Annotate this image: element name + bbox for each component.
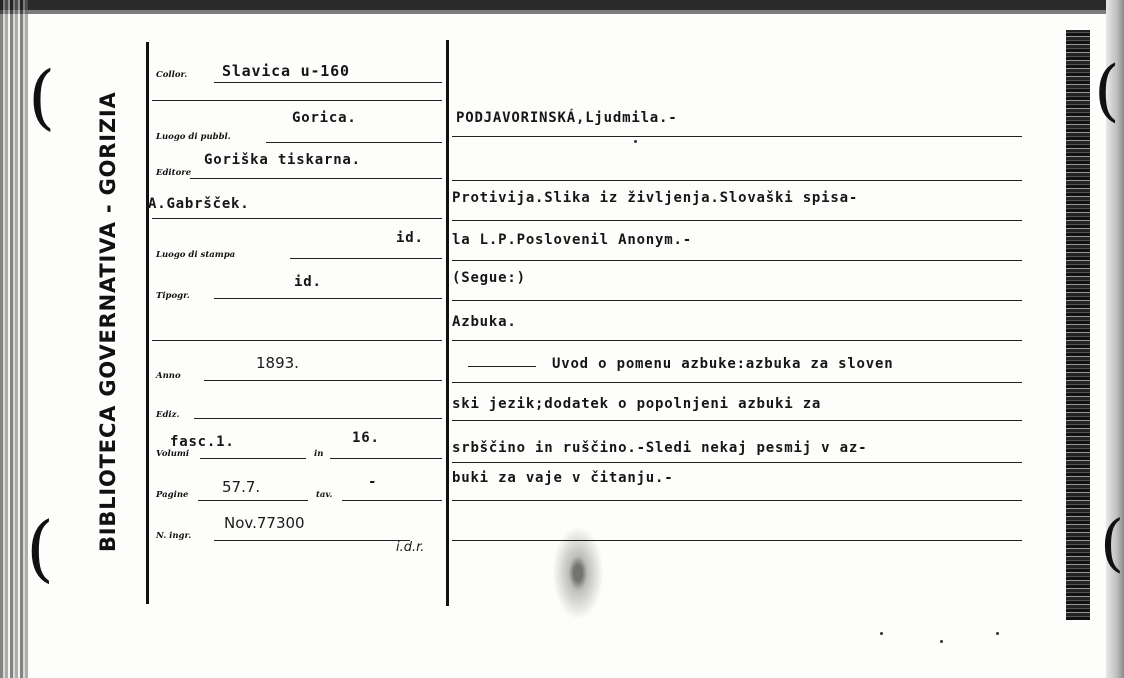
rule-right-6 (452, 340, 1022, 341)
speck (880, 632, 883, 635)
rule-left-n-ingresso (214, 540, 410, 541)
rule-left-tipografo (214, 298, 442, 299)
value-pagine: 57.7. (222, 478, 261, 496)
punch-hole-right-bottom: ( (1100, 506, 1124, 579)
label-pagine: Pagine (156, 490, 189, 500)
column-divider (446, 40, 449, 606)
description-line-7: ski jezik;dodatek o popolnjeni azbuki za (452, 396, 822, 412)
label-editore: Editore (156, 168, 192, 178)
value-n-ingresso: Nov.77300 (224, 514, 305, 532)
label-anno: Anno (156, 371, 181, 381)
punch-hole-right-top: ( (1094, 52, 1120, 129)
value-volumi: fasc.1. (170, 434, 235, 450)
rule-left-blank (152, 340, 442, 341)
value-collocazione: Slavica u-160 (222, 62, 350, 80)
rule-left-collocazione (214, 82, 442, 83)
rule-left-in (330, 458, 442, 459)
rule-right-7 (452, 382, 1022, 383)
rule-right-4 (452, 260, 1022, 261)
rule-right-8 (452, 420, 1022, 421)
rule-left-editore (190, 178, 442, 179)
value-anno: 1893. (256, 354, 299, 372)
rule-left-tavole (342, 500, 442, 501)
description-line-6: Uvod o pomenu azbuke:azbuka za sloven (552, 356, 894, 372)
speck (634, 140, 637, 143)
speck (940, 640, 943, 643)
speck (996, 632, 999, 635)
value-initials: i.d.r. (396, 540, 425, 555)
description-line-2: Protivija.Slika iz življenja.Slovaški spisa- (452, 190, 859, 206)
rule-right-1 (452, 136, 1022, 137)
label-volumi: Volumi (156, 449, 190, 459)
label-edizione: Ediz. (156, 410, 180, 420)
value-luogo-pubbl: Gorica. (292, 110, 357, 126)
description-line-9: buki za vaje v čitanju.- (452, 470, 674, 486)
punch-hole-left-bottom: ( (26, 506, 55, 590)
description-line-8: srbščino in ruščino.-Sledi nekaj pesmij v az- (452, 440, 868, 456)
value-editore: Goriška tiskarna. (204, 152, 361, 168)
value-tipografo: id. (294, 274, 322, 290)
rule-left-luogo-stampa (290, 258, 442, 259)
rule-right-5 (452, 300, 1022, 301)
value-editore-nome: A.Gabršček. (148, 196, 250, 212)
rule-left-edizione (194, 418, 442, 419)
value-tavole: - (368, 474, 378, 490)
value-luogo-stampa: id. (396, 230, 424, 246)
punch-hole-left-top: ( (28, 56, 56, 138)
description-line-1: PODJAVORINSKÁ,Ljudmila.- (456, 110, 678, 126)
rule-right-2 (452, 180, 1022, 181)
rule-right-9 (452, 462, 1022, 463)
description-line-5: Azbuka. (452, 314, 517, 330)
value-in: 16. (352, 430, 380, 446)
description-line-4: (Segue:) (452, 270, 526, 286)
label-tipografo: Tipogr. (156, 291, 190, 301)
scan-top-edge (0, 0, 1124, 22)
scan-left-edge (0, 0, 28, 678)
scan-right-stripe (1066, 30, 1090, 620)
rule-right-10 (452, 500, 1022, 501)
label-luogo-pubbl: Luogo di pubbl. (156, 132, 231, 142)
label-in: in (314, 449, 324, 459)
rule-left-pagine (198, 500, 308, 501)
rule-left-luogo-pubbl (266, 142, 442, 143)
rule-left-top (152, 100, 442, 101)
rule-right-dash (468, 366, 536, 367)
rule-left-editore-nome (152, 218, 442, 219)
label-n-ingresso: N. ingr. (156, 531, 192, 541)
rule-right-3 (452, 220, 1022, 221)
label-tavole: tav. (316, 490, 333, 500)
label-luogo-stampa: Luogo di stampa (156, 250, 236, 260)
library-stamp: BIBLIOTECA GOVERNATIVA - GORIZIA (96, 91, 120, 552)
ink-smudge (548, 528, 608, 628)
label-collocazione: Collor. (156, 70, 188, 80)
rule-left-volumi (200, 458, 306, 459)
description-line-3: la L.P.Poslovenil Anonym.- (452, 232, 692, 248)
left-margin-rule (146, 42, 149, 604)
rule-left-anno (204, 380, 442, 381)
rule-right-11 (452, 540, 1022, 541)
